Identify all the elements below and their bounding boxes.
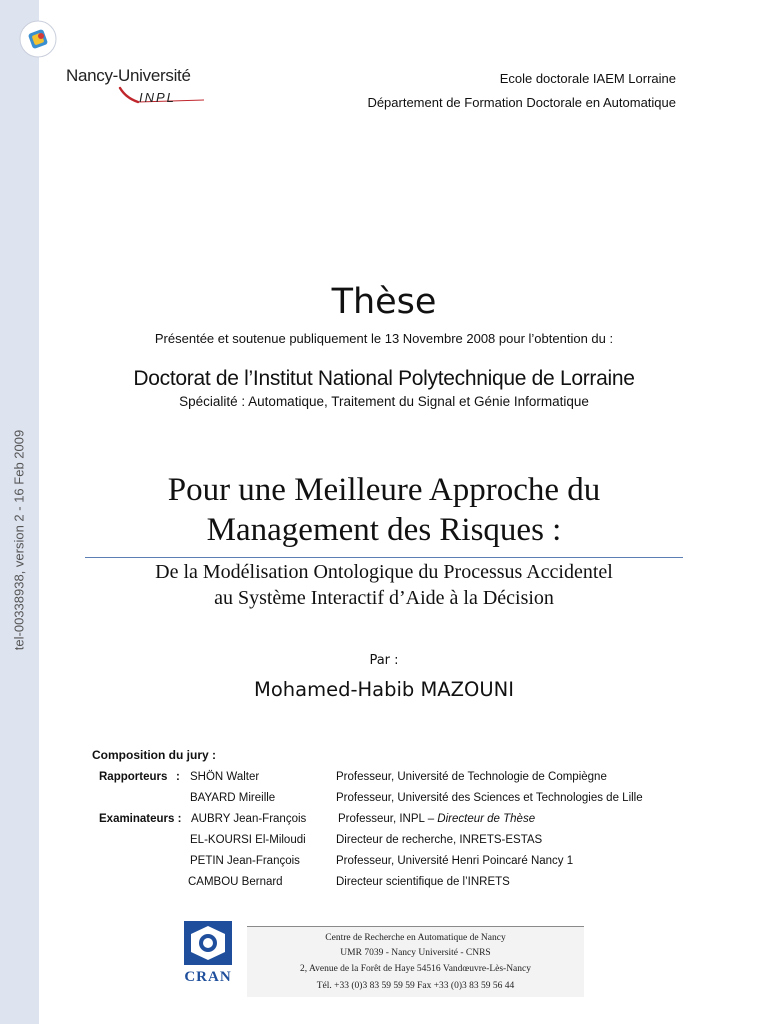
jury-role-colon: :: [176, 771, 180, 783]
nancy-logo-name: Nancy-Université: [66, 66, 191, 85]
title-divider: [85, 557, 683, 558]
cran-emblem-icon: [183, 920, 233, 966]
jury-heading: Composition du jury :: [92, 748, 216, 762]
thesis-subtitle-line-1: De la Modélisation Ontologique du Processus Accidentel: [155, 561, 613, 583]
jury-row: [0, 831, 768, 849]
jury-row: [0, 810, 768, 828]
defense-statement: Présentée et soutenue publiquement le 13 Novembre 2008 pour l’obtention du :: [154, 331, 614, 346]
nancy-universite-logo: [66, 66, 216, 114]
thesis-subtitle-line-2: au Système Interactif d’Aide à la Décision: [214, 587, 554, 609]
department: Département de Formation Doctorale en Automatique: [367, 95, 676, 110]
jury-member-position: Professeur, Université de Technologie de Compiègne: [336, 771, 607, 783]
jury-member-name: CAMBOU Bernard: [188, 876, 283, 888]
jury-row: [0, 768, 768, 786]
jury-member-name: AUBRY Jean-François: [191, 813, 307, 825]
lab-phone-fax: Tél. +33 (0)3 83 59 59 59 Fax +33 (0)3 83 59 56 44: [316, 981, 515, 991]
cran-wordmark: CRAN: [184, 969, 232, 985]
jury-role: Rapporteurs: [99, 771, 168, 783]
jury-position-role: Directeur de Thèse: [437, 813, 536, 825]
hal-logo-icon: [19, 20, 57, 58]
by-label: Par :: [369, 653, 399, 668]
jury-row: [0, 873, 768, 891]
thesis-title-line-2: Management des Risques :: [206, 512, 562, 548]
jury-member-name: PETIN Jean-François: [190, 855, 300, 867]
jury-member-name: SHÖN Walter: [190, 771, 260, 783]
archive-stamp: tel-00338938, version 2 - 16 Feb 2009: [11, 429, 27, 651]
specialty: Spécialité : Automatique, Traitement du Signal et Génie Informatique: [179, 394, 589, 409]
header-institution: [367, 67, 676, 115]
jury-member-name: BAYARD Mireille: [190, 792, 276, 804]
doctoral-school: Ecole doctorale IAEM Lorraine: [499, 71, 676, 86]
jury-role: Examinateurs :: [99, 813, 182, 825]
jury-member-position: [338, 810, 535, 828]
author-name: Mohamed-Habib MAZOUNI: [254, 678, 514, 701]
jury-member-position: Professeur, Université des Sciences et Technologies de Lille: [336, 792, 643, 804]
jury-member-position: Directeur scientifique de l’INRETS: [336, 876, 510, 888]
degree-title: Doctorat de l’Institut National Polytechnique de Lorraine: [133, 367, 635, 390]
jury-member-position: Directeur de recherche, INRETS-ESTAS: [336, 834, 543, 846]
lab-address-block: [247, 926, 584, 997]
inpl-label: INPL: [139, 90, 176, 105]
lab-affiliation: UMR 7039 - Nancy Université - CNRS: [340, 948, 491, 958]
jury-member-position: Professeur, Université Henri Poincaré Nancy 1: [336, 855, 574, 867]
jury-row: [0, 789, 768, 807]
jury-position-text: Professeur, INPL –: [338, 813, 438, 825]
lab-address: 2, Avenue de la Forêt de Haye 54516 Vandœuvre-Lès-Nancy: [299, 964, 531, 974]
jury-member-name: EL-KOURSI El-Miloudi: [190, 834, 306, 846]
jury-row: [0, 852, 768, 870]
lab-name: Centre de Recherche en Automatique de Nancy: [325, 933, 506, 943]
cran-logo: [183, 920, 233, 984]
document-type: Thèse: [331, 282, 437, 322]
thesis-title-line-1: Pour une Meilleure Approche du: [167, 472, 601, 508]
